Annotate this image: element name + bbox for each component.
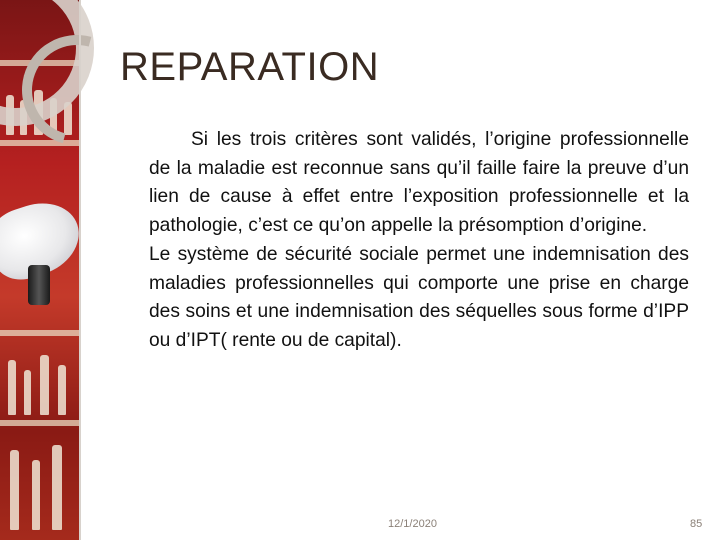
slide-number: 85 xyxy=(690,518,703,530)
vertical-divider xyxy=(79,0,81,540)
basin-stand-shape xyxy=(28,265,50,305)
bottle-shape xyxy=(32,460,40,530)
slide-body xyxy=(149,126,689,356)
footer-date: 12/1/2020 xyxy=(388,518,437,530)
bottle-shape xyxy=(58,365,66,415)
bottle-shape xyxy=(8,360,16,415)
shelf-line xyxy=(0,330,79,336)
bottle-shape xyxy=(40,355,49,415)
bottle-shape xyxy=(52,445,62,530)
bottle-shape xyxy=(10,450,19,530)
paragraph-presomption: Si les trois critères sont validés, l’origine professionnelle de la maladie est reconnue sans qu’il faille faire la preuve d’un lien de cause à effet entre l’exposition professionnelle et la pathologie, c’est ce qu’on appelle la présomption d’origine. xyxy=(149,129,689,237)
bottle-shape xyxy=(24,370,31,415)
paragraph-indemnisation: Le système de sécurité sociale permet une indemnisation des maladies professionnelles qui comporte une prise en charge des soins et une indemnisation des séquelles sous forme d’IPP ou d’IPT( rente ou de capital). xyxy=(149,243,689,351)
slide-title: REPARATION xyxy=(120,45,380,89)
shelf-line xyxy=(0,420,79,426)
